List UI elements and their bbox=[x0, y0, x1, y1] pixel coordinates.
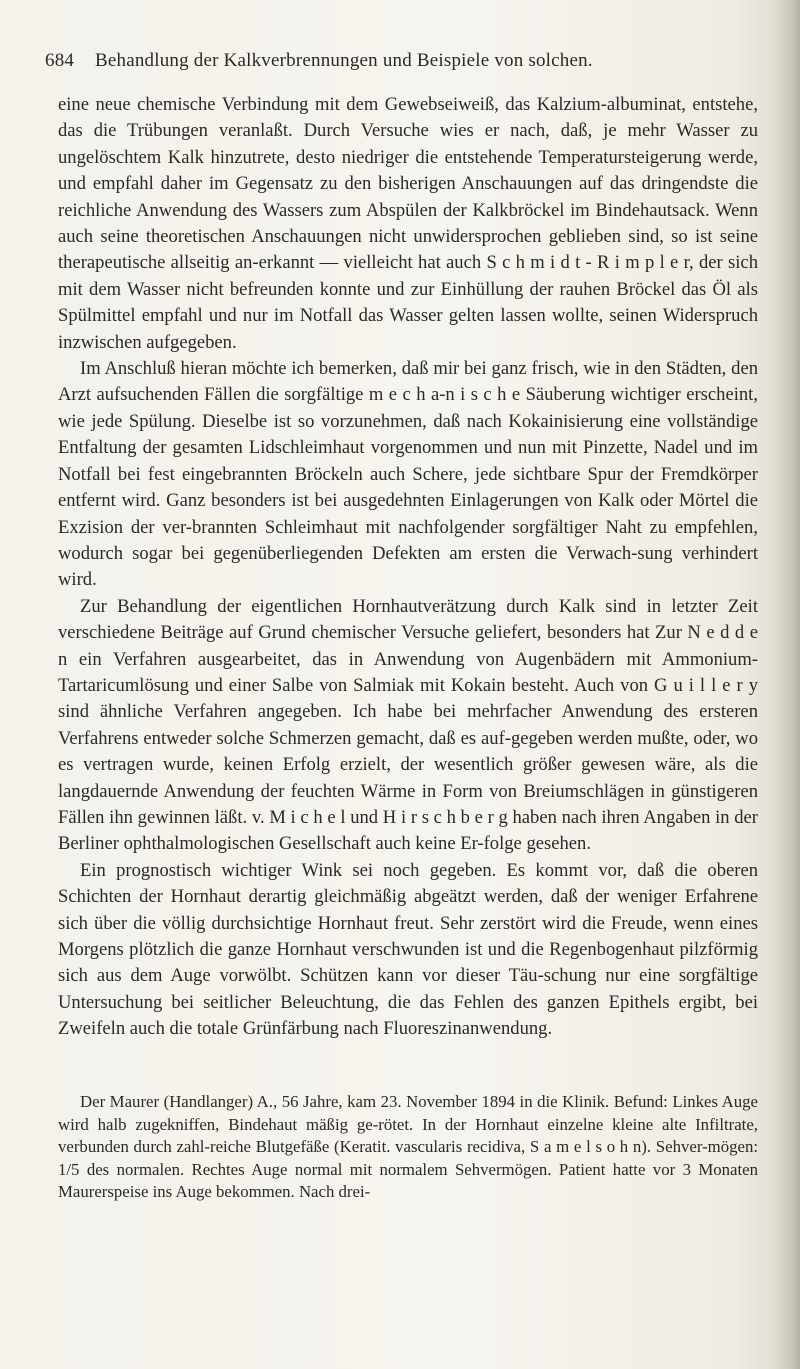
paragraph: eine neue chemische Verbindung mit dem Gewebseiweiß, das Kalzium-albuminat, entstehe, das die Trübungen veranlaßt. Durch Versuche wies er nach, daß, je mehr Wasser zu ungelöschtem Kalk hinzutrete, desto niedriger die entstehende Temperatursteigerung werde, und empfahl daher im Gegensatz zu den bisherigen Anschauungen auf das dringendste die reichliche Anwendung des Wassers zum Abspülen der Kalkbröckel im Bindehautsack. Wenn auch seine theoretischen Anschauungen nicht unwidersprochen geblieben sind, so ist seine therapeutische allseitig an-erkannt — vielleicht hat auch S c h m i d t - R i m p l e r, der sich mit dem Wasser nicht befreunden konnte und zur Einhüllung der rauhen Bröckel das Öl als Spülmittel empfahl und nur im Notfall das Wasser gelten lassen wollte, seinen Widerspruch inzwischen aufgegeben. bbox=[58, 94, 758, 353]
page-number: 684 bbox=[45, 50, 75, 71]
paragraph: Zur Behandlung der eigentlichen Hornhautverätzung durch Kalk sind in letzter Zeit verschiedene Beiträge auf Grund chemischer Versuche geliefert, besonders hat Zur N e d d e n ein Verfahren ausgearbeitet, das in Anwendung von Augenbädern mit Ammonium-Tartaricumlösung und einer Salbe von Salmiak mit Kokain besteht. Auch von G u i l l e r y sind ähnliche Verfahren angegeben. Ich habe bei mehrfacher Anwendung des ersteren Verfahrens entweder solche Schmerzen gemacht, daß es auf-gegeben werden mußte, oder, wo es vertragen wurde, keinen Erfolg erzielt, der wesentlich größer gewesen wäre, als die langdauernde Anwendung der feuchten Wärme in Form von Breiumschlägen in günstigeren Fällen ihn gewinnen läßt. v. M i c h e l und H i r s c h b e r g haben nach ihren Angaben in der Berliner ophthalmologischen Gesellschaft auch keine Er-folge gesehen. bbox=[58, 595, 758, 855]
case-report bbox=[58, 1091, 758, 1204]
paragraph: Ein prognostisch wichtiger Wink sei noch gegeben. Es kommt vor, daß die oberen Schichten der Hornhaut derartig gleichmäßig abgeätzt werden, daß der weniger Erfahrene sich über die völlig durchsichtige Hornhaut freut. Sehr zerstört wird die Freude, wenn eines Morgens plötzlich die ganze Hornhaut verschwunden ist und die Regenbogenhaut pilzförmig sich aus dem Auge vorwölbt. Schützen kann vor dieser Täu-schung nur eine sorgfältige Untersuchung bei seitlicher Beleuchtung, die das Fehlen des ganzen Epithels ergibt, bei Zweifeln auch die totale Grünfärbung nach Fluoreszinanwendung. bbox=[58, 859, 758, 1040]
case-report-text: Der Maurer (Handlanger) A., 56 Jahre, kam 23. November 1894 in die Klinik. Befund: Linkes Auge wird halb zugekniffen, Bindehaut mäßig ge-rötet. In der Hornhaut einzelne kleine alte Infiltrate, verbunden durch zahl-reiche Blutgefäße (Keratit. vascularis recidiva, S a m e l s o h n). Sehver-mögen: 1/5 des normalen. Rechtes Auge normal mit normalem Sehvermögen. Patient hatte vor 3 Monaten Maurerspeise ins Auge bekommen. Nach drei- bbox=[58, 1092, 758, 1202]
paragraph: Im Anschluß hieran möchte ich bemerken, daß mir bei ganz frisch, wie in den Städten, den Arzt aufsuchenden Fällen die sorgfältige m e c h a-n i s c h e Säuberung wichtiger erscheint, wie jede Spülung. Dieselbe ist so vorzunehmen, daß nach Kokainisierung eine vollständige Entfaltung der gesamten Lidschleimhaut vorgenommen und nun mit Pinzette, Nadel und im Notfall bei fest eingebrannten Bröckeln auch Schere, jede sichtbare Spur der Fremdkörper entfernt wird. Ganz besonders ist bei ausgedehnten Einlagerungen von Kalk oder Mörtel die Exzision der ver-brannten Schleimhaut mit nachfolgender sorgfältiger Naht zu empfehlen, wodurch sogar bei gegenüberliegenden Defekten am ersten die Verwach-sung verhindert wird. bbox=[58, 358, 758, 591]
running-header bbox=[45, 50, 685, 72]
running-title: Behandlung der Kalkverbrennungen und Beispiele von solchen. bbox=[95, 50, 593, 71]
main-text bbox=[58, 92, 758, 1043]
page-edge-shadow bbox=[774, 0, 800, 1369]
